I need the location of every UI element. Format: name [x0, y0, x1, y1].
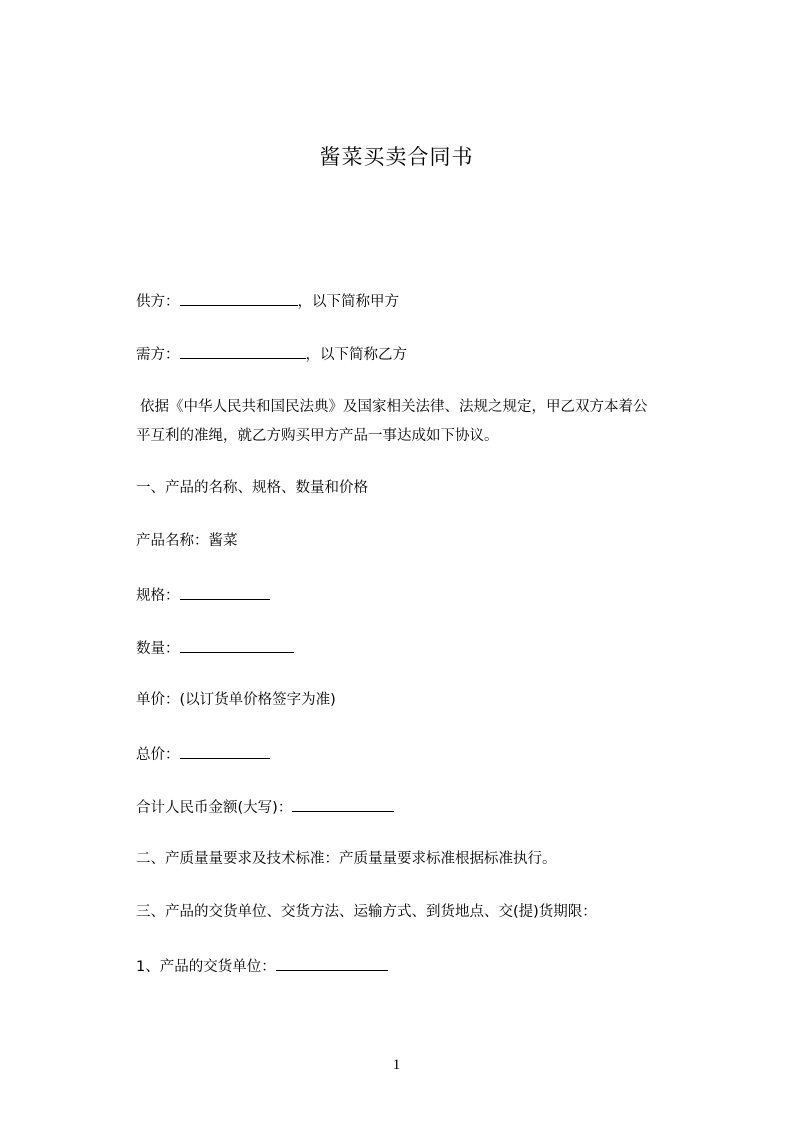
quantity-line [136, 637, 294, 659]
quantity-blank [180, 637, 294, 653]
preamble-paragraph [136, 393, 660, 451]
section3-heading: 三、产品的交货单位、交货方法、运输方式、到货地点、交(提)货期限： [136, 904, 597, 920]
document-title: 酱菜买卖合同书 [319, 145, 474, 169]
amount-blank [292, 796, 394, 812]
section2-heading: 二、产质量量要求及技术标准：产质量量要求标准根据标准执行。 [136, 851, 557, 867]
product-name-line: 产品名称：酱菜 [136, 533, 238, 549]
total-line [136, 743, 270, 765]
spec-line [136, 584, 270, 606]
preamble-text: 依据《中华人民共和国民法典》及国家相关法律、法规之规定，甲乙双方本着公平互利的准绳，就乙方购买甲方产品一事达成如下协议。 [136, 399, 648, 444]
spec-label: 规格： [136, 588, 180, 604]
amount-line [136, 796, 394, 818]
buyer-blank [180, 343, 306, 359]
quantity-label: 数量： [136, 641, 180, 657]
section1-heading: 一、产品的名称、规格、数量和价格 [136, 480, 368, 496]
buyer-label: 需方： [136, 347, 180, 363]
spec-blank [180, 584, 270, 600]
supplier-blank [180, 290, 298, 306]
supplier-line [136, 290, 399, 312]
supplier-label: 供方： [136, 294, 180, 310]
page-number: 1 [392, 1057, 401, 1073]
amount-label: 合计人民币金额(大写)： [136, 800, 293, 816]
supplier-suffix: ，以下简称甲方 [297, 294, 399, 310]
buyer-line [136, 343, 407, 365]
delivery-unit-line [136, 955, 388, 977]
total-blank [180, 743, 270, 759]
unit-price-line: 单价：(以订货单价格签字为准) [136, 692, 336, 708]
buyer-suffix: ，以下简称乙方 [305, 347, 407, 363]
delivery-unit-label: 1、产品的交货单位： [136, 959, 276, 975]
delivery-unit-blank [276, 955, 388, 971]
total-label: 总价： [136, 747, 180, 763]
